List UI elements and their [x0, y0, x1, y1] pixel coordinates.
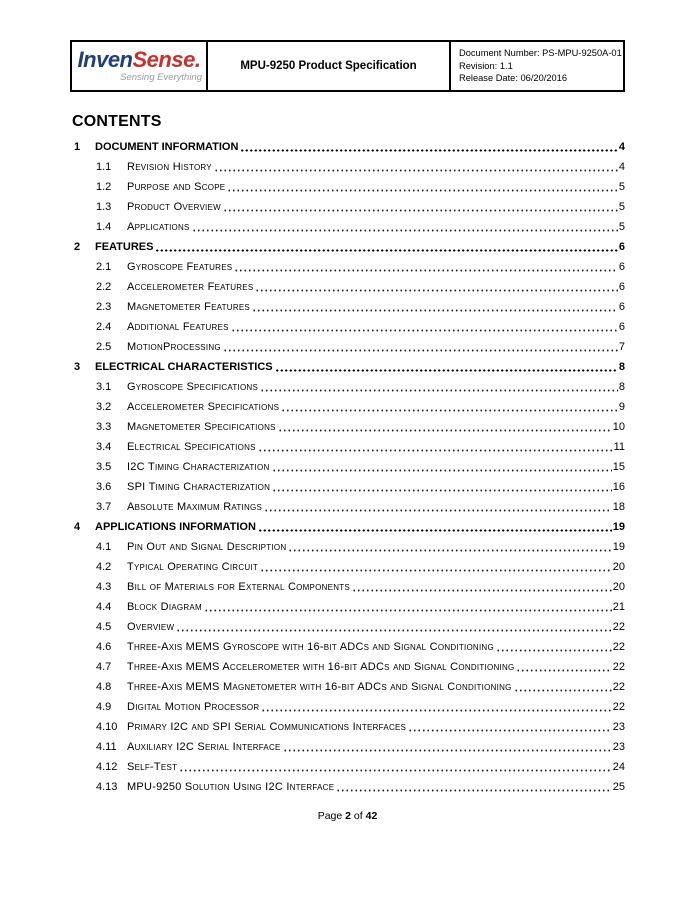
toc-entry-title: MPU-9250 Solution Using I2C Interface [127, 781, 335, 793]
dot-leader [179, 757, 612, 777]
document-title [206, 42, 451, 90]
toc-entry[interactable] [70, 657, 625, 677]
toc-entry[interactable] [70, 537, 625, 557]
document-title-text: MPU-9250 Product Specification [240, 60, 417, 72]
toc-entry-title: Purpose and Scope [127, 181, 226, 193]
dot-leader [272, 457, 612, 477]
document-number: Document Number: PS-MPU-9250A-01 [459, 48, 622, 59]
toc-entry-page: 8 [618, 381, 625, 393]
toc-entry-page: 22 [612, 621, 625, 633]
toc-entry-title: APPLICATIONS INFORMATION [95, 521, 256, 533]
toc-entry[interactable] [70, 577, 625, 597]
dot-leader [234, 257, 618, 277]
dot-leader [288, 537, 611, 557]
toc-entry-title: Accelerometer Specifications [127, 401, 280, 413]
toc-entry-title: Bill of Materials for External Components [127, 581, 350, 593]
toc-entry-number: 3.3 [96, 421, 112, 433]
toc-entry-page: 15 [612, 461, 625, 473]
toc-entry-page: 9 [618, 401, 625, 413]
toc-entry-title: Pin Out and Signal Description [127, 541, 287, 553]
toc-entry-page: 18 [612, 501, 625, 513]
toc-entry-number: 3.5 [96, 461, 112, 473]
dot-leader [214, 157, 618, 177]
toc-entry-title: Magnetometer Features [127, 301, 251, 313]
toc-entry-title: Block Diagram [127, 601, 202, 613]
toc-entry[interactable] [70, 677, 625, 697]
footer-page-total: 42 [365, 810, 378, 822]
toc-entry-number: 4.12 [96, 761, 118, 773]
logo-wordmark [78, 49, 201, 71]
toc-entry[interactable] [70, 417, 625, 437]
dot-leader [496, 637, 612, 657]
toc-entry-title: Electrical Specifications [127, 441, 256, 453]
toc-entry-number: 4 [74, 521, 81, 533]
dot-leader [264, 497, 612, 517]
toc-entry-number: 3.4 [96, 441, 112, 453]
toc-entry-page: 5 [618, 201, 625, 213]
toc-entry-page: 6 [618, 241, 625, 253]
toc-entry-number: 4.1 [96, 541, 112, 553]
toc-entry-page: 11 [613, 441, 625, 453]
toc-entry[interactable] [70, 297, 625, 317]
toc-entry[interactable] [70, 317, 625, 337]
dot-leader [258, 437, 613, 457]
footer-of-label: of [353, 810, 363, 822]
toc-entry[interactable] [70, 717, 625, 737]
toc-entry-title: Magnetometer Specifications [127, 421, 276, 433]
toc-entry[interactable] [70, 457, 625, 477]
toc-entry[interactable] [70, 197, 625, 217]
toc-entry[interactable] [70, 517, 625, 537]
toc-entry-title: Absolute Maximum Ratings [127, 501, 263, 513]
toc-entry-title: Applications [127, 221, 190, 233]
toc-entry-number: 2.5 [96, 341, 112, 353]
toc-entry-page: 19 [612, 541, 625, 553]
dot-leader [260, 557, 612, 577]
dot-leader [227, 177, 617, 197]
toc-entry-number: 3.2 [96, 401, 112, 413]
toc-entry[interactable] [70, 697, 625, 717]
toc-entry-number: 4.6 [96, 641, 112, 653]
toc-entry-title: Gyroscope Specifications [127, 381, 259, 393]
dot-leader [252, 297, 618, 317]
toc-entry-page: 6 [618, 281, 625, 293]
toc-entry[interactable] [70, 637, 625, 657]
toc-entry-page: 22 [612, 681, 625, 693]
footer-page-number: 2 [345, 810, 351, 822]
toc-entry-number: 3.6 [96, 481, 112, 493]
dot-leader [408, 717, 612, 737]
toc-entry-title: Accelerometer Features [127, 281, 254, 293]
toc-entry[interactable] [70, 177, 625, 197]
toc-entry-number: 2.1 [96, 261, 112, 273]
dot-leader [260, 377, 618, 397]
toc-entry-title: Auxiliary I2C Serial Interface [127, 741, 281, 753]
document-info-block [451, 42, 623, 90]
toc-entry[interactable] [70, 737, 625, 757]
toc-entry-page: 25 [612, 781, 625, 793]
dot-leader [155, 237, 617, 257]
toc-entry-page: 20 [612, 561, 625, 573]
toc-entry-title: I2C Timing Characterization [127, 461, 270, 473]
dot-leader [275, 357, 618, 377]
toc-entry-number: 4.5 [96, 621, 112, 633]
toc-entry[interactable] [70, 257, 625, 277]
document-release-date: Release Date: 06/20/2016 [459, 73, 568, 84]
toc-entry-title: Digital Motion Processor [127, 701, 260, 713]
toc-entry-number: 4.3 [96, 581, 112, 593]
toc-entry[interactable] [70, 497, 625, 517]
toc-entry-title: Product Overview [127, 201, 221, 213]
toc-entry-title: Typical Operating Circuit [127, 561, 259, 573]
toc-entry-page: 7 [618, 341, 625, 353]
toc-entry-number: 2.4 [96, 321, 112, 333]
toc-entry-title: Self-Test [127, 761, 178, 773]
toc-entry-page: 16 [612, 481, 625, 493]
dot-leader [223, 337, 618, 357]
toc-entry-title: ELECTRICAL CHARACTERISTICS [95, 361, 273, 373]
toc-entry-number: 1.3 [96, 201, 112, 213]
toc-entry[interactable] [70, 557, 625, 577]
toc-entry-page: 21 [612, 601, 625, 613]
invensense-logo [72, 42, 206, 90]
toc-entry-number: 4.9 [96, 701, 112, 713]
dot-leader [192, 217, 618, 237]
footer-page-label: Page [317, 810, 343, 822]
toc-entry[interactable] [70, 757, 625, 777]
logo-text-inven: Inven [77, 47, 133, 72]
document-header [70, 40, 625, 92]
toc-entry-number: 2.3 [96, 301, 112, 313]
toc-entry-page: 22 [612, 701, 625, 713]
toc-entry[interactable] [70, 437, 625, 457]
dot-leader [352, 577, 612, 597]
toc-entry-title: Three-Axis MEMS Accelerometer with 16-bit ADCs and Signal Conditioning [127, 661, 515, 673]
toc-entry-number: 2 [74, 241, 81, 253]
dot-leader [240, 137, 617, 157]
toc-entry-title: FEATURES [95, 241, 154, 253]
dot-leader [514, 677, 612, 697]
toc-entry[interactable] [70, 597, 625, 617]
toc-entry-page: 4 [618, 141, 625, 153]
page-footer [0, 810, 695, 822]
dot-leader [281, 397, 618, 417]
toc-entry[interactable] [70, 337, 625, 357]
toc-entry-number: 2.2 [96, 281, 112, 293]
toc-entry-number: 4.7 [96, 661, 112, 673]
dot-leader [336, 777, 611, 797]
toc-entry-page: 19 [612, 521, 625, 533]
toc-entry-page: 23 [612, 721, 625, 733]
dot-leader [231, 317, 618, 337]
toc-entry[interactable] [70, 377, 625, 397]
toc-entry-page: 23 [612, 741, 625, 753]
toc-entry-number: 4.11 [96, 741, 117, 753]
dot-leader [261, 697, 611, 717]
toc-entry-title: Overview [127, 621, 175, 633]
toc-entry[interactable] [70, 217, 625, 237]
toc-entry[interactable] [70, 277, 625, 297]
toc-entry-title: SPI Timing Characterization [127, 481, 271, 493]
toc-entry-number: 3.1 [96, 381, 112, 393]
dot-leader [272, 477, 612, 497]
toc-entry-title: DOCUMENT INFORMATION [95, 141, 239, 153]
toc-entry-title: MotionProcessing [127, 341, 221, 353]
toc-entry-number: 3 [74, 361, 81, 373]
toc-entry[interactable] [70, 137, 625, 157]
dot-leader [258, 517, 612, 537]
toc-entry-number: 1.1 [96, 161, 112, 173]
toc-entry-title: Primary I2C and SPI Serial Communications Interfaces [127, 721, 407, 733]
toc-entry-page: 5 [618, 181, 625, 193]
toc-entry-title: Gyroscope Features [127, 261, 233, 273]
toc-entry-page: 24 [612, 761, 625, 773]
toc-entry-page: 4 [618, 161, 625, 173]
dot-leader [283, 737, 612, 757]
toc-entry-page: 6 [618, 321, 625, 333]
toc-entry-number: 1 [74, 141, 81, 153]
dot-leader [176, 617, 611, 637]
toc-entry-number: 4.4 [96, 601, 112, 613]
toc-entry[interactable] [70, 777, 625, 797]
document-revision: Revision: 1.1 [459, 60, 513, 71]
toc-entry-number: 4.2 [96, 561, 112, 573]
dot-leader [255, 277, 617, 297]
toc-entry[interactable] [70, 397, 625, 417]
dot-leader [223, 197, 618, 217]
toc-entry[interactable] [70, 237, 625, 257]
toc-entry-page: 8 [618, 361, 625, 373]
toc-entry[interactable] [70, 357, 625, 377]
toc-entry-title: Three-Axis MEMS Magnetometer with 16-bit ADCs and Signal Conditioning [127, 681, 512, 693]
toc-entry-number: 4.8 [96, 681, 112, 693]
logo-tagline: Sensing Everything [120, 72, 202, 83]
toc-entry-title: Three-Axis MEMS Gyroscope with 16-bit ADCs and Signal Conditioning [127, 641, 494, 653]
toc-entry[interactable] [70, 617, 625, 637]
toc-entry-title: Additional Features [127, 321, 229, 333]
toc-entry-number: 1.2 [96, 181, 112, 193]
toc-entry-page: 6 [618, 261, 625, 273]
dot-leader [516, 657, 611, 677]
toc-entry[interactable] [70, 157, 625, 177]
toc-entry-number: 4.10 [96, 721, 118, 733]
dot-leader [204, 597, 612, 617]
toc-entry-number: 1.4 [96, 221, 112, 233]
toc-entry-page: 22 [612, 641, 625, 653]
toc-entry-page: 22 [612, 661, 625, 673]
logo-text-sense: Sense [132, 47, 195, 72]
toc-entry-number: 4.13 [96, 781, 118, 793]
table-of-contents [70, 137, 625, 797]
contents-heading: CONTENTS [72, 113, 162, 130]
dot-leader [278, 417, 612, 437]
logo-dot: . [194, 47, 201, 72]
toc-entry-number: 3.7 [96, 501, 112, 513]
toc-entry-page: 20 [612, 581, 625, 593]
toc-entry-page: 6 [618, 301, 625, 313]
toc-entry-page: 10 [612, 421, 625, 433]
toc-entry[interactable] [70, 477, 625, 497]
toc-entry-page: 5 [618, 221, 625, 233]
toc-entry-title: Revision History [127, 161, 212, 173]
